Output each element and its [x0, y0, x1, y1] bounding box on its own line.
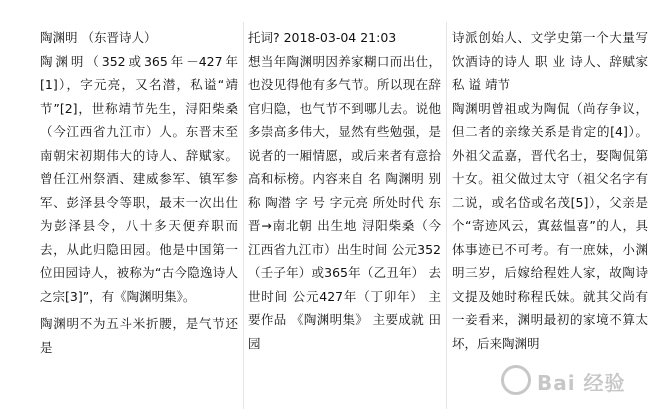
paragraph: 陶渊明不为五斗米折腰，是气节还是 [40, 316, 238, 355]
column-title: 陶渊明 （东晋诗人） [40, 30, 157, 45]
column-3 [452, 26, 648, 355]
watermark-text: Bai 经验 [537, 371, 626, 395]
column-2 [248, 26, 441, 355]
paragraph: 诗派创始人、文学史第一个大量写饮酒诗的诗人 职 业 诗人、辞赋家 私 谥 靖节 [452, 30, 648, 92]
paragraph: 陶渊明（352或365年－427年[1]），字元亮，又名潜，私谥“靖节”[2]，世称靖节先生，浔阳柴桑（今江西省九江市）人。东晋末至南朝宋初期伟大的诗人、辞赋家。曾任江州祭酒、建威参军、镇军参军、彭泽县令等职，最末一次出仕为彭泽县令，八十多天便弃职而去，从此归隐田园。他是中国第一位田园诗人，被称为“古今隐逸诗人之宗[3]”，有《陶渊明集》。 [40, 53, 238, 304]
column-separator [446, 22, 447, 409]
column-separator [243, 22, 244, 409]
baidu-jingyan-logo-icon [501, 365, 531, 395]
paragraph: 想当年陶渊明因养家糊口而出仕，也没见得他有多气节。所以现在辞官归隐，也气节不到哪儿去。说他多崇高多伟大，显然有些勉强，是说者的一厢情愿，或后来者有意拾高和标榜。内容来自 名 陶渊明 别 称 陶潜 字 号 字元亮 所处时代 东晋→南北朝 出生地 浔阳柴桑（今江西省九江市）出生时间 公元352（壬子年）或365年（乙丑年） 去世时间 公元427年（丁卯年） 主要作品 《陶渊明集》 主要成就 田园 [248, 53, 441, 351]
column-1 [40, 26, 238, 359]
paragraph: 陶渊明曾祖或为陶侃（尚存争议，但二者的亲缘关系是肯定的[4]）。外祖父孟嘉，晋代名士，娶陶侃第十女。祖父做过太守（祖父名字有二说，或名岱或名茂[5]），父亲是个“寄迹风云，寘兹愠喜”的人，具体事迹已不可考。有一庶妹，小渊明三岁，后嫁给程姓人家，故陶诗文提及她时称程氏妹。就其父尚有一妾看来，渊明最初的家境不算太坏，后来陶渊明 [452, 100, 648, 351]
column-title: 托词? 2018-03-04 21:03 [248, 30, 397, 45]
watermark [501, 361, 651, 401]
